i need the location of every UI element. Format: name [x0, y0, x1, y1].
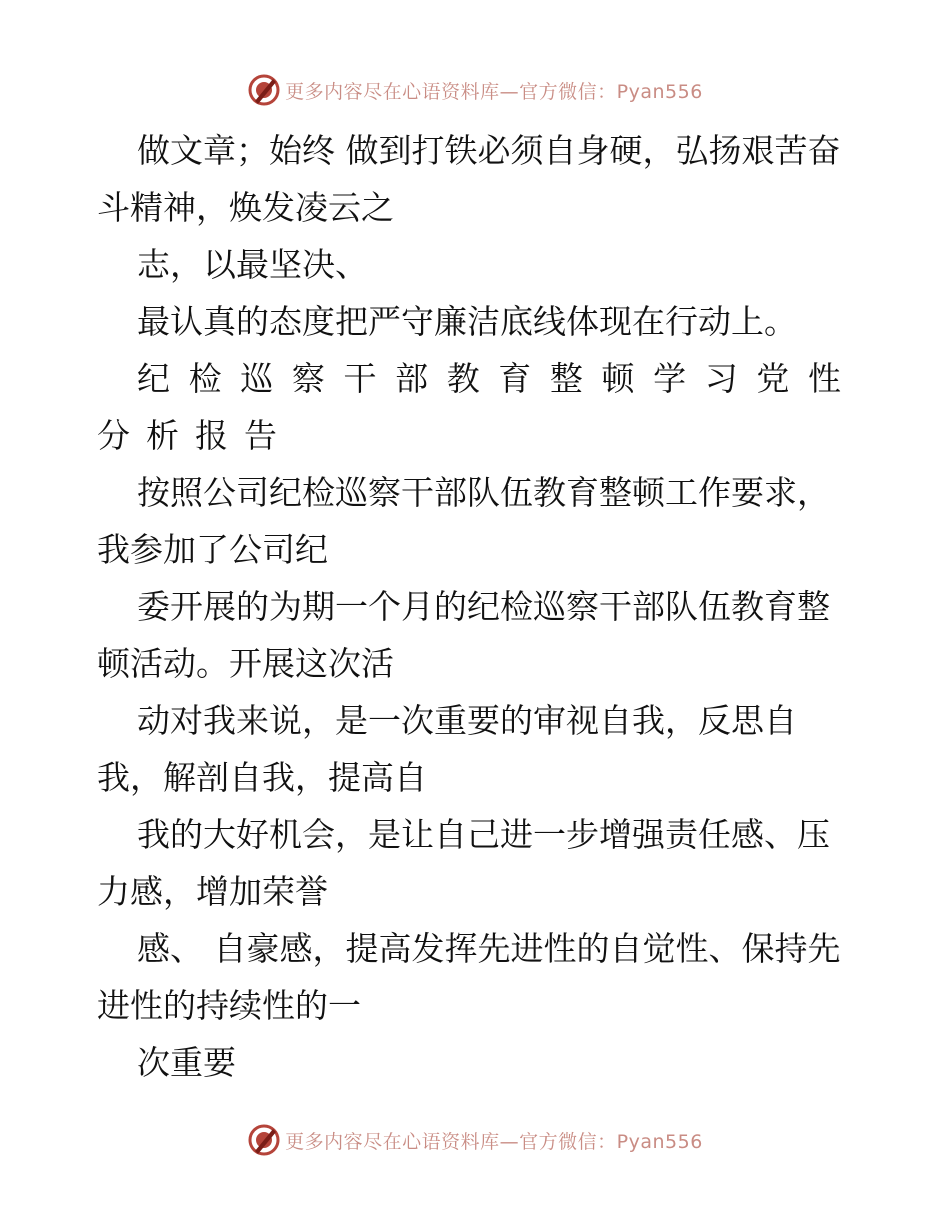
paragraph: 动对我来说，是一次重要的审视自我，反思自我，解剖自我，提高自 — [97, 701, 797, 797]
document-body — [97, 122, 857, 1091]
paragraph: 次重要 — [137, 1043, 236, 1082]
section-title: 纪检巡察干部教育整顿学习党性分析报告 — [97, 359, 857, 455]
paragraph: 最认真的态度把严守廉洁底线体现在行动上。 — [137, 302, 797, 341]
paragraph: 做文章；始终 做到打铁必须自身硬，弘扬艰苦奋斗精神，焕发凌云之 — [97, 131, 841, 227]
paragraph: 志，以最坚决、 — [137, 245, 368, 284]
paragraph: 按照公司纪检巡察干部队伍教育整顿工作要求，我参加了公司纪 — [97, 473, 830, 569]
header-watermark-banner — [0, 70, 950, 110]
banner-text: 更多内容尽在心语资料库—官方微信：Pyan556 — [285, 1130, 703, 1153]
paragraph: 委开展的为期一个月的纪检巡察干部队伍教育整顿活动。开展这次活 — [97, 587, 830, 683]
paragraph: 我的大好机会，是让自己进一步增强责任感、压力感，增加荣誉 — [97, 815, 830, 911]
quill-seal-icon — [247, 73, 281, 107]
paragraph: 感、 自豪感，提高发挥先进性的自觉性、保持先进性的持续性的一 — [97, 929, 841, 1025]
banner-text: 更多内容尽在心语资料库—官方微信：Pyan556 — [285, 80, 703, 103]
quill-seal-icon — [247, 1123, 281, 1157]
footer-watermark-banner — [0, 1120, 950, 1160]
